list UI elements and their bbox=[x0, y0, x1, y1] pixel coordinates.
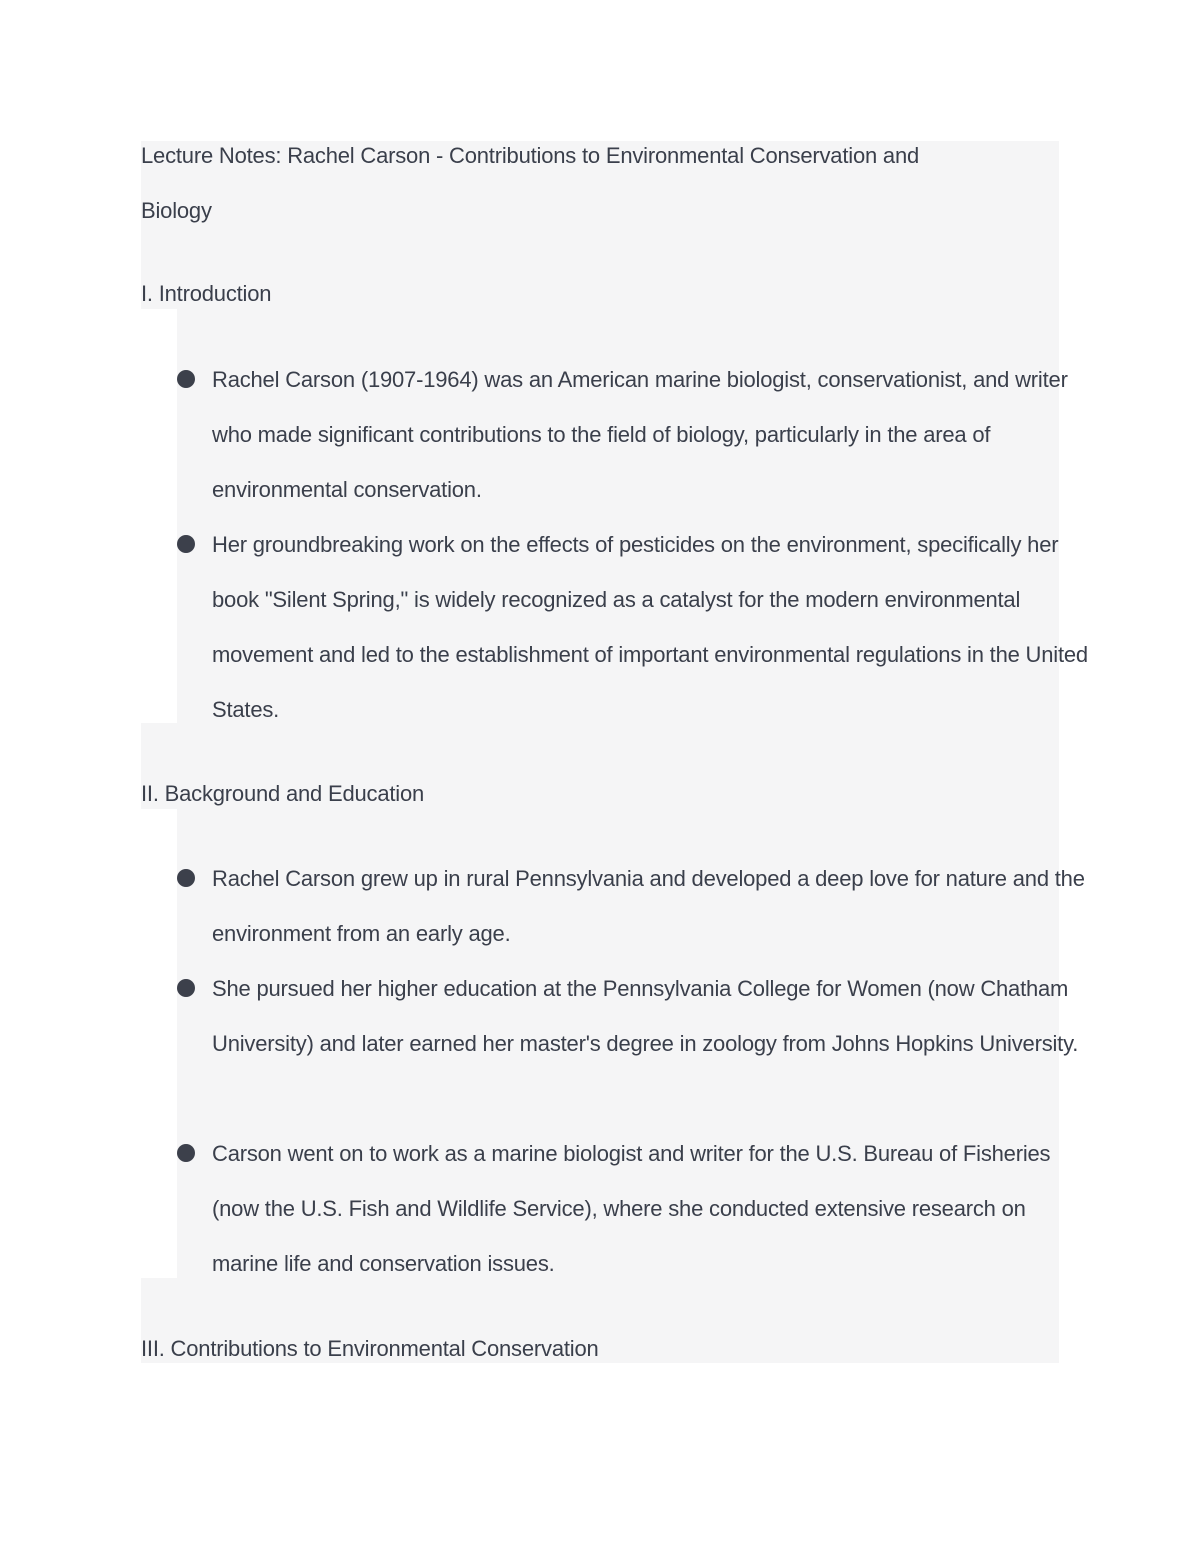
document-body bbox=[141, 141, 1088, 1363]
bullet-icon bbox=[177, 869, 195, 887]
list-item-text: Carson went on to work as a marine biologist and writer for the U.S. Bureau of Fisheries (now the U.S. Fish and Wildlife Service), where she conducted extensive research on marine life and conservation issues. bbox=[212, 1141, 1051, 1276]
document-title-line-1: Lecture Notes: Rachel Carson - Contributions to Environmental Conservation and bbox=[141, 143, 920, 168]
bullet-icon bbox=[177, 979, 195, 997]
list-item-text: She pursued her higher education at the Pennsylvania College for Women (now Chatham University) and later earned her master's degree in zoology from Johns Hopkins University. bbox=[212, 976, 1079, 1056]
bullet-icon bbox=[177, 535, 195, 553]
list-indent-strip bbox=[141, 309, 177, 723]
list-item-text: Rachel Carson (1907-1964) was an American marine biologist, conservationist, and writer who made significant contributions to the field of biology, particularly in the area of environmental conservation. bbox=[212, 367, 1068, 502]
bullet-icon bbox=[177, 370, 195, 388]
section-heading-introduction: I. Introduction bbox=[141, 281, 272, 306]
list-item-text: Rachel Carson grew up in rural Pennsylvania and developed a deep love for nature and the environment from an early age. bbox=[212, 866, 1085, 946]
list-item-text: Her groundbreaking work on the effects of pesticides on the environment, specifically her book "Silent Spring," is widely recognized as a catalyst for the modern environmental movement and led to the establishment of important environmental regulations in the United States. bbox=[212, 532, 1088, 722]
bullet-icon bbox=[177, 1144, 195, 1162]
section-heading-background-education: II. Background and Education bbox=[141, 781, 425, 806]
document-title-line-2: Biology bbox=[141, 198, 212, 223]
list-indent-strip bbox=[141, 809, 177, 1278]
section-heading-contributions: III. Contributions to Environmental Conservation bbox=[141, 1336, 599, 1361]
